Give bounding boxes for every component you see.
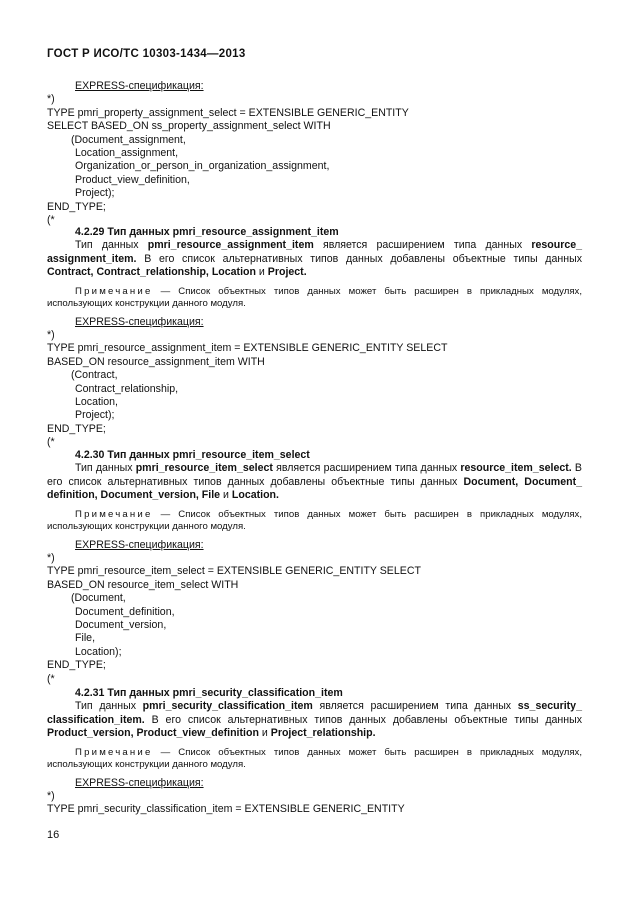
code-line: Project);: [75, 409, 115, 422]
section-paragraph: Тип данных pmri_resource_assignment_item является расширением типа данных resource_ assignment_item. В его список альтернативных типов данных добавлены объектные типы данных Contract, Contract_relationship, Location и Project.: [47, 239, 582, 279]
code-line: Location,: [75, 396, 118, 409]
express-label: EXPRESS-спецификация:: [75, 538, 204, 551]
code-line: END_TYPE;: [47, 200, 106, 213]
code-line: TYPE pmri_resource_item_select = EXTENSIBLE GENERIC_ENTITY SELECT: [47, 565, 421, 578]
code-line: *): [47, 790, 55, 803]
express-label: EXPRESS-спецификация:: [75, 315, 204, 328]
note-paragraph: Примечание — Список объектных типов данных может быть расширен в прикладных модулях, использующих конструкции данного модуля.: [47, 508, 582, 532]
page-number: 16: [47, 829, 60, 841]
express-label: EXPRESS-спецификация:: [75, 80, 204, 92]
document-header: ГОСТ Р ИСО/ТС 10303-1434—2013: [47, 48, 246, 60]
code-line: TYPE pmri_resource_assignment_item = EXTENSIBLE GENERIC_ENTITY SELECT: [47, 342, 448, 355]
code-line: Location);: [75, 645, 122, 658]
code-line: (*: [47, 672, 55, 685]
code-line: BASED_ON resource_item_select WITH: [47, 578, 239, 591]
code-line: File,: [75, 632, 96, 645]
code-line: Product_view_definition,: [75, 173, 190, 186]
code-line: END_TYPE;: [47, 659, 106, 672]
code-line: Document_definition,: [75, 605, 175, 618]
code-line: TYPE pmri_property_assignment_select = EXTENSIBLE GENERIC_ENTITY: [47, 106, 409, 119]
code-line: TYPE pmri_security_classification_item = EXTENSIBLE GENERIC_ENTITY: [47, 803, 405, 816]
section-4-2-31: [47, 687, 582, 817]
code-line: *): [47, 552, 55, 565]
code-line: *): [47, 93, 55, 106]
code-line: Project);: [75, 187, 115, 200]
code-line: SELECT BASED_ON ss_property_assignment_select WITH: [47, 120, 331, 133]
note-paragraph: Примечание — Список объектных типов данных может быть расширен в прикладных модулях, использующих конструкции данного модуля.: [47, 285, 582, 309]
code-line: Location_assignment,: [75, 147, 179, 160]
code-line: Contract_relationship,: [75, 382, 179, 395]
section-4-2-30: [47, 449, 582, 686]
section-paragraph: Тип данных pmri_resource_item_select является расширением типа данных resource_item_select. В его список альтернативных типов данных добавлены объектные типы данных Document, Document_ definition, Document_version, File и Location.: [47, 462, 582, 502]
section-property-assignment-select: [47, 80, 582, 227]
section-paragraph: Тип данных pmri_security_classification_item является расширением типа данных ss_security_ classification_item. В его список альтернативных типов данных добавлены объектные типы данных Product_version, Product_view_definition и Project_relationship.: [47, 700, 583, 740]
section-heading: 4.2.29 Тип данных pmri_resource_assignment_item: [75, 226, 339, 238]
code-line: (*: [47, 214, 55, 227]
express-label: EXPRESS-спецификация:: [75, 776, 204, 789]
section-heading: 4.2.30 Тип данных pmri_resource_item_select: [75, 449, 310, 461]
code-line: (Document_assignment,: [71, 133, 186, 146]
code-line: BASED_ON resource_assignment_item WITH: [47, 355, 265, 368]
section-heading: 4.2.31 Тип данных pmri_security_classification_item: [75, 687, 343, 699]
code-line: (*: [47, 436, 55, 449]
section-4-2-29: [47, 226, 582, 450]
code-line: *): [47, 329, 55, 342]
code-line: (Document,: [71, 592, 126, 605]
code-line: Organization_or_person_in_organization_assignment,: [75, 160, 330, 173]
code-line: Document_version,: [75, 619, 167, 632]
note-paragraph: Примечание — Список объектных типов данных может быть расширен в прикладных модулях, использующих конструкции данного модуля.: [47, 746, 582, 770]
code-line: END_TYPE;: [47, 422, 106, 435]
code-line: (Contract,: [71, 369, 118, 382]
